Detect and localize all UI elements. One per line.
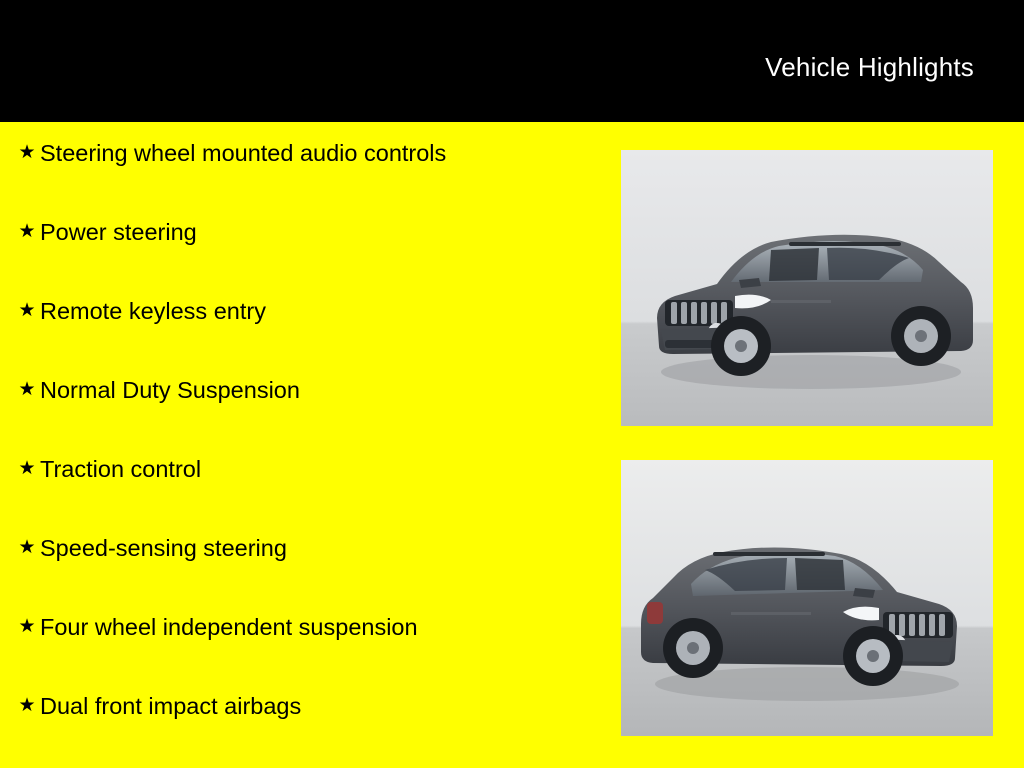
list-item xyxy=(0,136,610,215)
star-icon: ★ xyxy=(18,458,36,479)
star-icon: ★ xyxy=(18,695,36,716)
header-bar xyxy=(0,0,1024,122)
star-icon: ★ xyxy=(18,221,36,242)
feature-label: Traction control xyxy=(40,456,202,482)
vehicle-photo-rear xyxy=(621,460,993,736)
slide-content xyxy=(0,122,1024,768)
page-title: Vehicle Highlights xyxy=(765,52,974,82)
star-icon: ★ xyxy=(18,142,36,163)
feature-label: Steering wheel mounted audio controls xyxy=(40,140,447,166)
feature-label: Normal Duty Suspension xyxy=(40,377,300,403)
list-item xyxy=(0,452,610,531)
list-item xyxy=(0,610,610,689)
star-icon: ★ xyxy=(18,616,36,637)
list-item xyxy=(0,689,610,768)
feature-label: Power steering xyxy=(40,219,197,245)
feature-label: Dual front impact airbags xyxy=(40,693,302,719)
star-icon: ★ xyxy=(18,300,36,321)
list-item xyxy=(0,215,610,294)
vehicle-photo-front xyxy=(621,150,993,426)
star-icon: ★ xyxy=(18,537,36,558)
feature-label: Remote keyless entry xyxy=(40,298,266,324)
list-item xyxy=(0,294,610,373)
list-item xyxy=(0,531,610,610)
feature-list xyxy=(0,122,610,768)
feature-label: Four wheel independent suspension xyxy=(40,614,418,640)
star-icon: ★ xyxy=(18,379,36,400)
list-item xyxy=(0,373,610,452)
feature-label: Speed-sensing steering xyxy=(40,535,287,561)
